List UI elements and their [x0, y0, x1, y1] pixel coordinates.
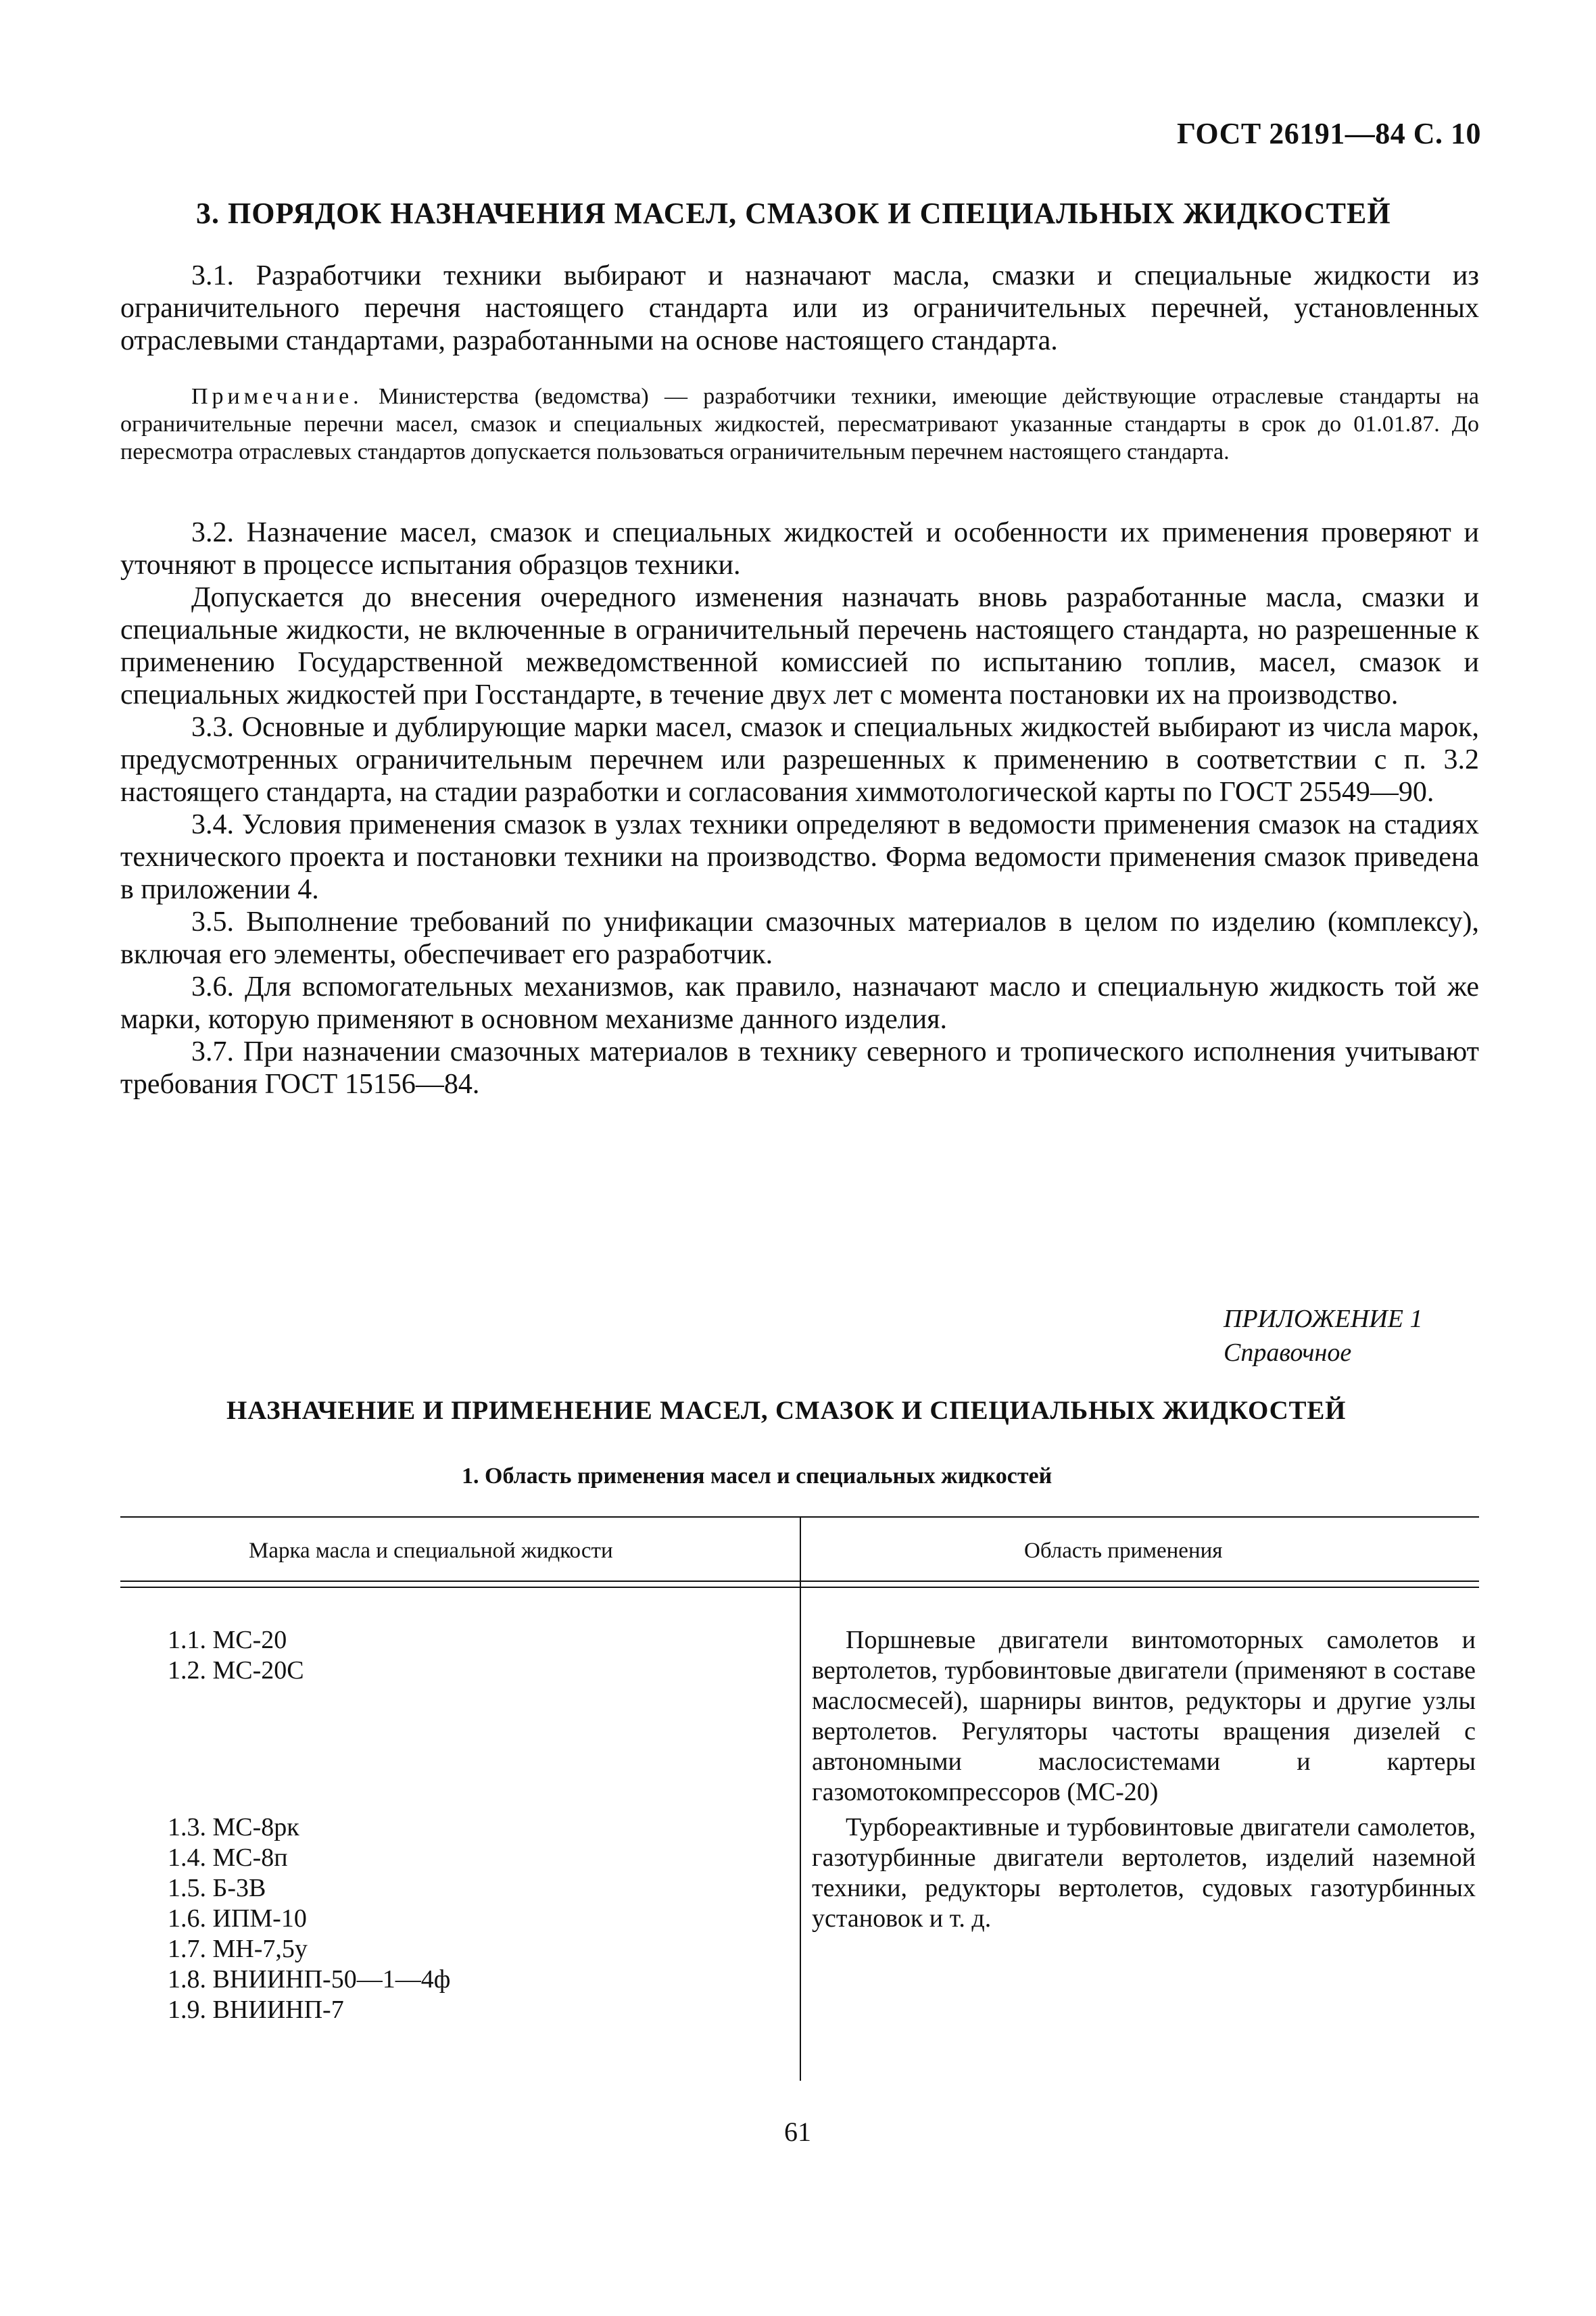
appendix-sublabel: Справочное — [1224, 1338, 1352, 1367]
table-cell-mark: 1.9. ВНИИНП-7 — [168, 1996, 344, 2024]
paragraph-3-5: 3.5. Выполнение требований по унификации смазочных материалов в целом по изделию (комплексу), включая его элементы, обеспечивает его разработчик. — [120, 907, 1479, 970]
paragraph-3-4: 3.4. Условия применения смазок в узлах техники определяют в ведомости применения смазок на стадиях технического проекта и постановки техники на производство. Форма ведомости применения смазок приведена в приложении 4. — [120, 809, 1479, 905]
paragraph-3-7: 3.7. При назначении смазочных материалов в технику северного и тропического исполнения учитывают требования ГОСТ 15156—84. — [120, 1036, 1479, 1100]
table-row-2-marks — [168, 1812, 450, 2025]
section-title: 3. ПОРЯДОК НАЗНАЧЕНИЯ МАСЕЛ, СМАЗОК И СПЕЦИАЛЬНЫХ ЖИДКОСТЕЙ — [196, 197, 1391, 230]
table-header-marks: Марка масла и специальной жидкости — [249, 1539, 613, 1563]
table-title: 1. Область применения масел и специальных жидкостей — [462, 1464, 1053, 1489]
table-cell-mark: 1.6. ИПМ-10 — [168, 1904, 307, 1933]
table-cell-mark: 1.3. МС-8рк — [168, 1813, 299, 1841]
paragraph-3-2-continued: Допускается до внесения очередного изменения назначать вновь разработанные масла, смазки и специальные жидкости, не включенные в ограничительный перечень настоящего стандарта, но разрешенные к применению Государственной межведомственной комиссией по испытанию топлив, масел, смазок и специальных жидкостей при Госстандарте, в течение двух лет с момента постановки их на производство. — [120, 582, 1479, 710]
appendix-title: НАЗНАЧЕНИЕ И ПРИМЕНЕНИЕ МАСЕЛ, СМАЗОК И СПЕЦИАЛЬНЫХ ЖИДКОСТЕЙ — [226, 1396, 1347, 1425]
table-header-area: Область применения — [1024, 1539, 1223, 1563]
table-column-divider — [800, 1516, 801, 2081]
note — [120, 383, 1479, 466]
paragraph-3-3: 3.3. Основные и дублирующие марки масел, смазок и специальных жидкостей выбирают из числа марок, предусмотренных ограничительным перечнем или разрешенных к применению в соответствии с п. 3.2 настоящего стандарта, на стадии разработки и согласования химмотологической карты по ГОСТ 25549—90. — [120, 712, 1479, 808]
table-row-1-area — [812, 1625, 1476, 1808]
table-cell-mark: 1.5. Б-3В — [168, 1874, 266, 1902]
paragraphs-3-2-to-3-7 — [120, 516, 1479, 1101]
appendix-label-block — [1224, 1302, 1422, 1370]
table-cell-mark: 1.1. МС-20 — [168, 1626, 287, 1654]
page-number: 61 — [784, 2117, 811, 2147]
note-label: Примечание. — [191, 384, 363, 409]
table-cell-mark: 1.8. ВНИИНП-50—1—4ф — [168, 1965, 451, 1994]
note-text: Министерства (ведомства) — разработчики техники, имеющие действующие отраслевые стандарты на ограничительные перечни масел, смазок и специальных жидкостей, пересматривают указанные стандарты в срок до 01.01.87. До пересмотра отраслевых стандартов допускается пользоваться ограничительным перечнем настоящего стандарта. — [120, 384, 1479, 464]
page-header: ГОСТ 26191—84 С. 10 — [1176, 117, 1481, 150]
note-paragraph — [120, 383, 1479, 466]
paragraph-3-6: 3.6. Для вспомогательных механизмов, как правило, назначают масло и специальную жидкость той же марки, которую применяют в основном механизме данного изделия. — [120, 971, 1479, 1035]
table-cell-mark: 1.2. МС-20С — [168, 1656, 304, 1685]
table-cell-area: Поршневые двигатели винтомоторных самолетов и вертолетов, турбовинтовые двигатели (применяют в составе маслосмесей), шарниры винтов, редукторы и другие узлы вертолетов. Регуляторы частоты вращения дизелей с автономными маслосистемами и картеры газомотокомпрессоров (МС-20) — [812, 1626, 1476, 1806]
table-cell-mark: 1.4. МС-8п — [168, 1843, 288, 1872]
paragraph-3-1 — [120, 260, 1479, 357]
table-row-1-marks — [168, 1625, 304, 1686]
appendix-label: ПРИЛОЖЕНИЕ 1 — [1224, 1305, 1423, 1333]
table-cell-mark: 1.7. МН-7,5у — [168, 1935, 308, 1963]
paragraph-3-2: 3.2. Назначение масел, смазок и специальных жидкостей и особенности их применения проверяют и уточняют в процессе испытания образцов техники. — [120, 517, 1479, 581]
paragraph-text: 3.1. Разработчики техники выбирают и назначают масла, смазки и специальные жидкости из ограничительного перечня настоящего стандарта или из ограничительных перечней, установленных отраслевыми стандартами, разработанными на основе настоящего стандарта. — [120, 260, 1479, 356]
table-row-2-area — [812, 1812, 1476, 1934]
table-cell-area: Турбореактивные и турбовинтовые двигатели самолетов, газотурбинные двигатели вертолетов, изделий наземной техники, редукторы вертолетов, судовых газотурбинных установок и т. д. — [812, 1813, 1476, 1933]
